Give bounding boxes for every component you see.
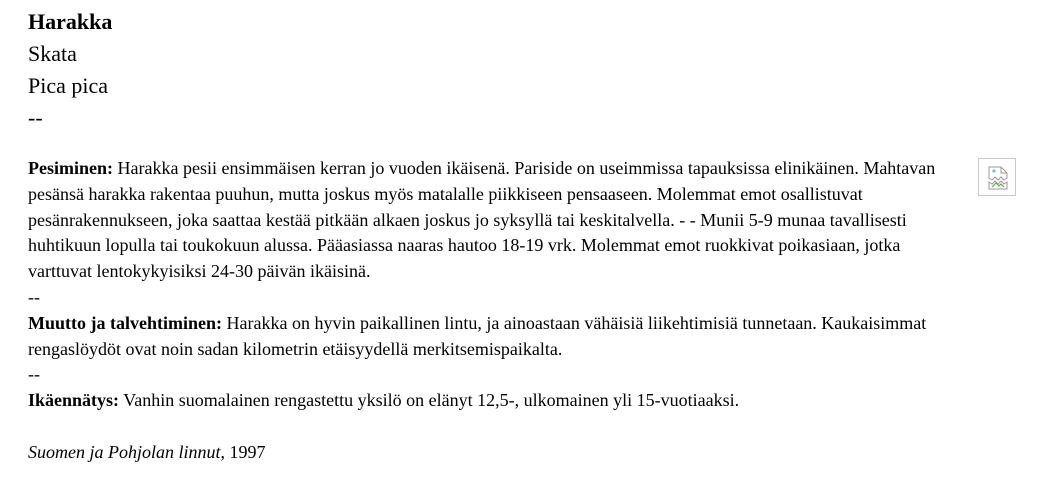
age-record-text: Vanhin suomalainen rengastettu yksilö on elänyt 12,5-, ulkomainen yli 15-vuotiaaksi.	[123, 390, 740, 411]
species-image	[978, 158, 1016, 196]
finnish-name: Harakka	[28, 9, 113, 34]
age-record-label: Ikäennätys:	[28, 390, 120, 411]
migration-section	[28, 311, 968, 363]
age-record-section	[28, 388, 968, 414]
migration-label: Muutto ja talvehtiminen:	[28, 312, 222, 333]
migration-text: Harakka on hyvin paikallinen lintu, ja ainoastaan vähäisiä liikehtimisiä tunnetaan. Kaukaisimmat rengaslöydöt ovat noin sadan kilometrin etäisyydellä merkitsemispaikalta.	[28, 312, 927, 359]
source-year: , 1997	[220, 441, 266, 462]
section-separator: --	[28, 286, 40, 307]
broken-image-icon	[987, 166, 1009, 190]
species-header	[28, 6, 1018, 134]
swedish-name: Skata	[28, 41, 77, 66]
source-citation	[28, 440, 968, 466]
header-separator: --	[28, 105, 43, 130]
breeding-label: Pesiminen:	[28, 158, 113, 178]
source-title: Suomen ja Pohjolan linnut	[28, 441, 221, 462]
species-description	[28, 156, 968, 466]
latin-name: Pica pica	[28, 73, 109, 98]
breeding-section	[28, 156, 968, 285]
spacer	[28, 414, 968, 440]
species-page	[28, 6, 1018, 466]
section-separator: --	[28, 364, 40, 385]
breeding-text: Harakka pesii ensimmäisen kerran jo vuoden ikäisenä. Pariside on useimmissa tapauksissa elinikäinen. Mahtavan pesänsä harakka rakentaa puuhun, mutta joskus myös matalalle piikkiseen pensaaseen. Molemmat emot osallistuvat pesänrakennukseen, joka saattaa kestää pitkään alkaen joskus jo syksyllä tai keskitalvella. - - Munii 5-9 munaa tavallisesti huhtikuun lopulla tai toukokuun alussa. Pääasiassa naaras hautoo 18-19 vrk. Molemmat emot ruokkivat poikasiaan, jotka varttuvat lentokykyisiksi 24-30 päivän ikäisinä.	[28, 158, 936, 282]
